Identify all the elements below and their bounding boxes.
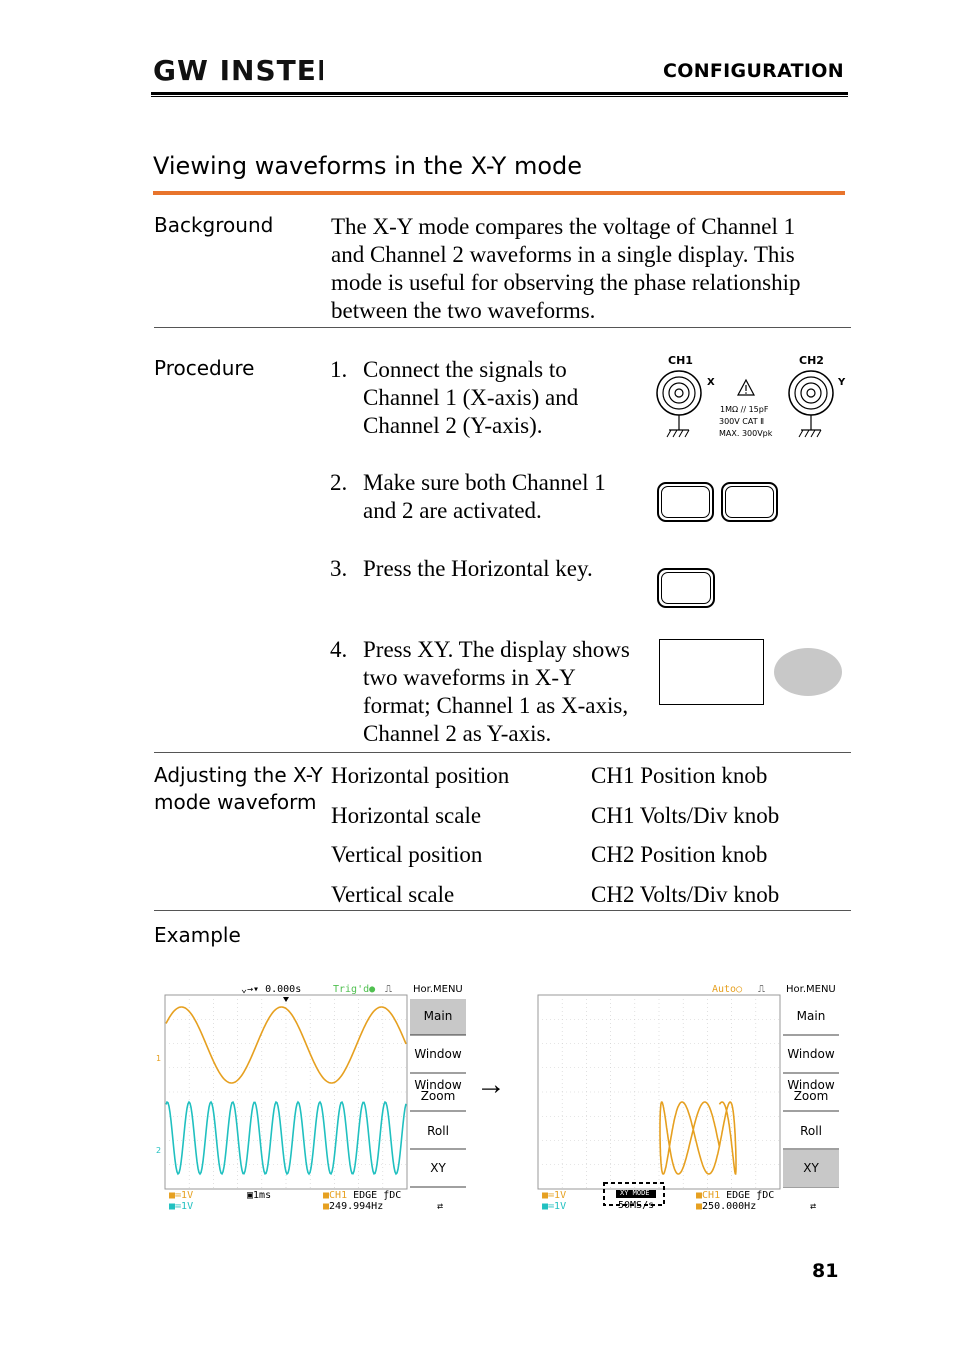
trigger-status: Trig'd● xyxy=(333,984,376,995)
trigger-status: Auto○ xyxy=(712,984,743,995)
adjusting-label-line: Adjusting the X-Y xyxy=(154,763,323,787)
frequency-readout: ■249.994Hz xyxy=(323,1201,384,1212)
bnc-connector-panel xyxy=(652,350,852,442)
softkey-xy[interactable]: XY xyxy=(803,1161,819,1175)
ch1-scale: ■≕1V xyxy=(169,1190,194,1201)
adjust-control: CH1 Position knob xyxy=(591,763,768,788)
procedure-step-3 xyxy=(330,555,640,585)
page-number: 81 xyxy=(812,1260,839,1282)
adjust-control: CH2 Position knob xyxy=(591,842,768,867)
procedure-step-2 xyxy=(330,469,640,529)
xy-softkey-button[interactable] xyxy=(774,648,842,696)
step-line: Press XY. The display shows xyxy=(363,637,630,662)
example-label: Example xyxy=(154,923,241,947)
ch2-bnc-connector xyxy=(789,371,833,437)
procedure-step-4 xyxy=(330,636,655,751)
softkey-roll[interactable]: Roll xyxy=(427,1124,449,1138)
procedure-label: Procedure xyxy=(154,356,255,380)
step-line: Connect the signals to xyxy=(363,357,567,382)
background-line: mode is useful for observing the phase relationship xyxy=(331,270,801,295)
step-line: Make sure both Channel 1 xyxy=(363,470,606,495)
step-line: Channel 2 (Y-axis). xyxy=(363,413,543,438)
step-line: and 2 are activated. xyxy=(363,498,542,523)
step-number: 4. xyxy=(330,637,348,662)
edge-icon: ⎍ xyxy=(385,984,392,995)
ch1-scale: ■≕1V xyxy=(542,1190,567,1201)
softkey-xy[interactable]: XY xyxy=(430,1161,446,1175)
scope-screen-xy xyxy=(528,983,843,1215)
header-divider xyxy=(151,92,848,97)
svg-text:Y: Y xyxy=(838,377,846,388)
step-number: 3. xyxy=(330,556,348,581)
step-line: two waveforms in X-Y xyxy=(363,665,576,690)
menu-title: Hor.MENU xyxy=(413,984,463,995)
background-text xyxy=(331,213,851,325)
softkey-main[interactable]: Main xyxy=(423,1009,453,1023)
softkey-window-zoom[interactable]: Window Zoom xyxy=(787,1078,835,1103)
softkey-window[interactable]: Window xyxy=(787,1047,835,1061)
background-label: Background xyxy=(154,213,274,237)
warning-triangle-icon xyxy=(738,380,754,395)
section-divider xyxy=(154,327,851,328)
svg-text:CH1: CH1 xyxy=(668,354,693,367)
svg-text:X: X xyxy=(707,377,715,388)
adjusting-label-line: mode waveform xyxy=(154,790,317,814)
svg-text:CH2: CH2 xyxy=(799,354,824,367)
adjust-param: Horizontal scale xyxy=(331,803,482,828)
adjust-control: CH2 Volts/Div knob xyxy=(591,882,780,907)
svg-text:MAX. 300Vpk: MAX. 300Vpk xyxy=(719,429,773,438)
section-divider xyxy=(154,910,851,911)
adjusting-label xyxy=(154,762,323,816)
trigger-position-marker-icon xyxy=(283,997,289,1002)
ch1-ground-marker: 1 xyxy=(156,1054,162,1063)
adjust-param: Vertical position xyxy=(331,842,483,867)
section-header: CONFIGURATION xyxy=(663,60,844,82)
softkey-window-zoom[interactable]: Window Zoom xyxy=(414,1078,462,1103)
ch2-ground-marker: 2 xyxy=(156,1146,162,1155)
step-line: Channel 2 as Y-axis. xyxy=(363,721,552,746)
background-line: The X-Y mode compares the voltage of Channel 1 xyxy=(331,214,796,239)
horizontal-offset-readout: ⌄→▾ 0.000s xyxy=(241,984,302,995)
ch2-scale: ■≕1V xyxy=(169,1201,194,1212)
svg-text:1MΩ // 15pF: 1MΩ // 15pF xyxy=(720,405,769,414)
title-underline xyxy=(153,191,845,195)
section-divider xyxy=(154,752,851,753)
xy-lissajous-trace xyxy=(660,1102,736,1174)
softkey-main[interactable]: Main xyxy=(796,1009,826,1023)
step-line: Press the Horizontal key. xyxy=(363,556,593,581)
frequency-readout: ■250.000Hz xyxy=(696,1201,757,1212)
horizontal-key-button[interactable] xyxy=(657,568,715,608)
trigger-info: ■CH1 EDGE ƒDC xyxy=(323,1190,402,1201)
step-number: 1. xyxy=(330,357,348,382)
menu-title: Hor.MENU xyxy=(786,984,836,995)
procedure-step-1 xyxy=(330,356,640,446)
page-title: Viewing waveforms in the X-Y mode xyxy=(153,152,583,180)
timebase: ▣1ms xyxy=(247,1190,272,1201)
background-line: between the two waveforms. xyxy=(331,298,596,323)
background-line: and Channel 2 waveforms in a single display. This xyxy=(331,242,795,267)
transition-arrow: → xyxy=(476,1068,506,1101)
step-number: 2. xyxy=(330,470,348,495)
xy-mode-badge: XY MODE xyxy=(620,1189,650,1197)
softkey-window[interactable]: Window xyxy=(414,1047,462,1061)
ch1-key-button[interactable] xyxy=(657,482,714,522)
softkey-roll[interactable]: Roll xyxy=(800,1124,822,1138)
ch1-bnc-connector xyxy=(657,371,701,437)
ch2-scale: ■≕1V xyxy=(542,1201,567,1212)
trigger-info: ■CH1 EDGE ƒDC xyxy=(696,1190,775,1201)
edge-icon: ⎍ xyxy=(758,984,765,995)
ch2-key-button[interactable] xyxy=(721,482,778,522)
scope-screen-yt xyxy=(155,983,470,1215)
adjust-param: Horizontal position xyxy=(331,763,510,788)
step-line: Channel 1 (X-axis) and xyxy=(363,385,579,410)
usb-icon: ⇄ xyxy=(810,1201,817,1212)
adjust-param: Vertical scale xyxy=(331,882,455,907)
gw-instek-logo xyxy=(153,54,323,84)
svg-text:GW INSTEK: GW INSTEK xyxy=(153,54,323,84)
step-line: format; Channel 1 as X-axis, xyxy=(363,693,629,718)
usb-icon: ⇄ xyxy=(437,1201,444,1212)
sample-rate: 50MS/s xyxy=(618,1200,655,1211)
svg-text:300V CAT Ⅱ: 300V CAT Ⅱ xyxy=(719,417,765,426)
xy-menu-softkey-box xyxy=(659,639,764,705)
adjust-control: CH1 Volts/Div knob xyxy=(591,803,780,828)
